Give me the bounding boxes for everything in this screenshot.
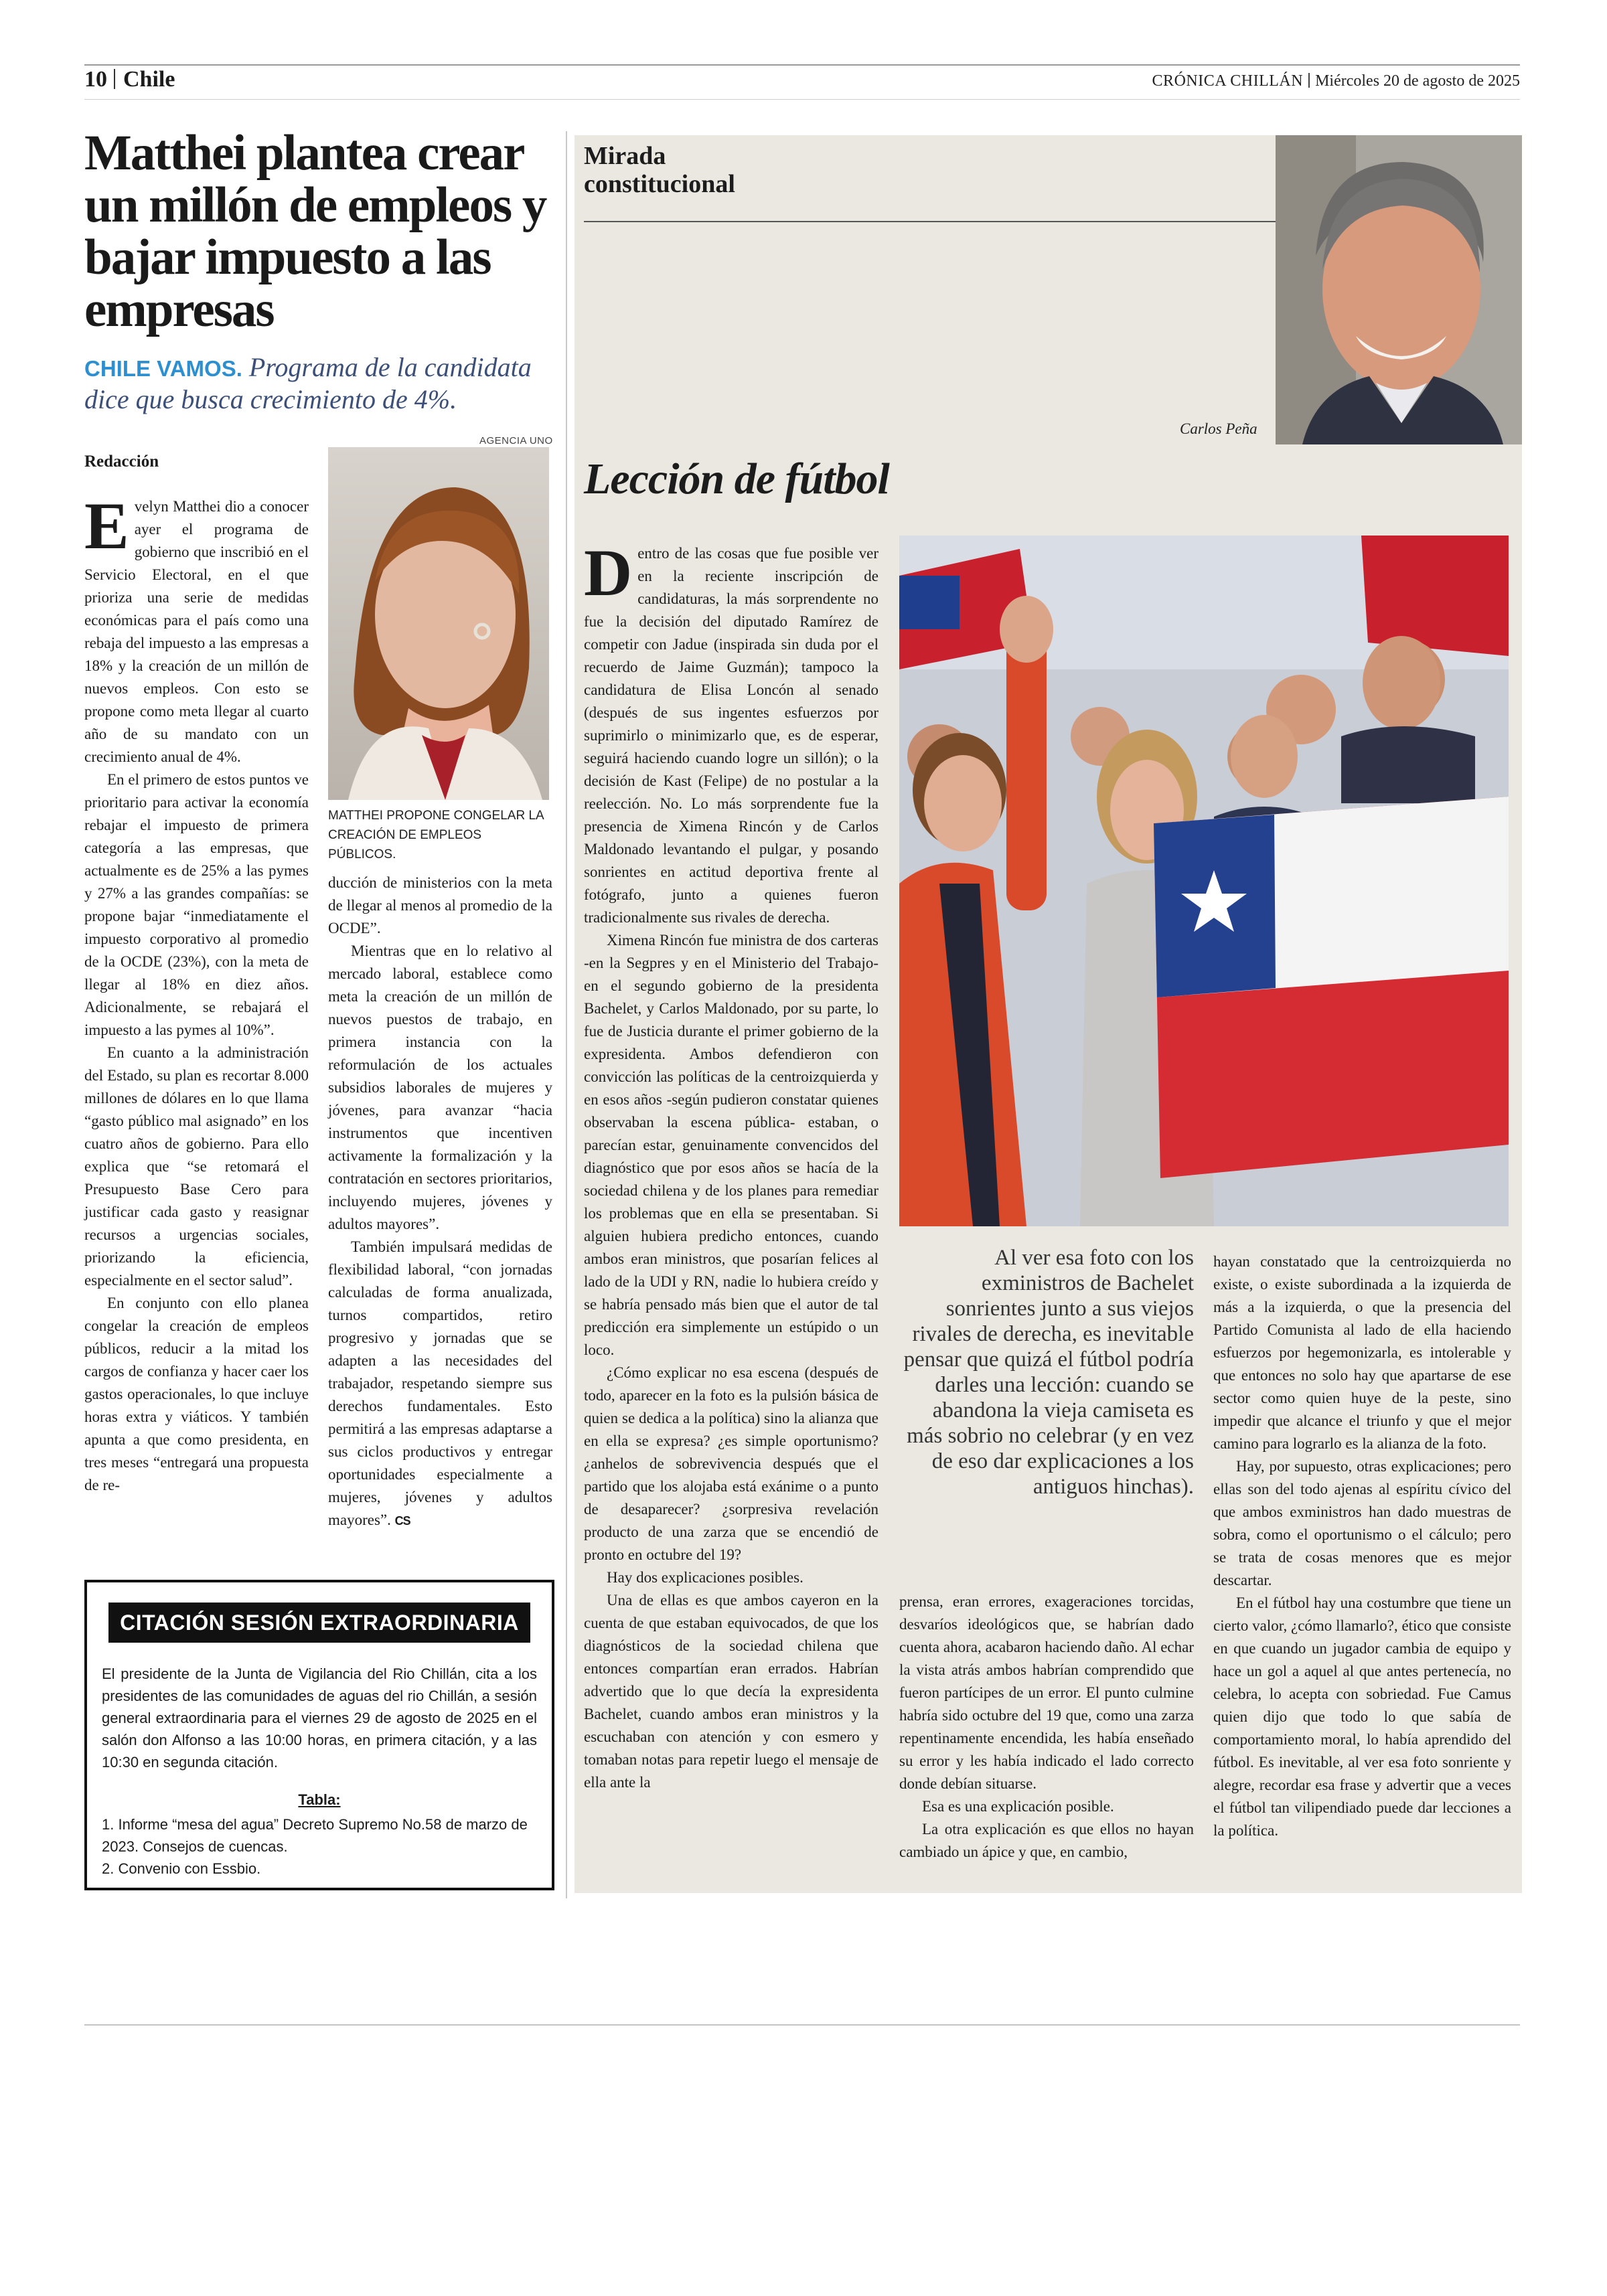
end-mark: CS xyxy=(394,1514,410,1528)
agenda-item: 2. Convenio con Essbio. xyxy=(102,1860,261,1877)
article-column-2 xyxy=(328,872,552,1532)
column-paragraph: Esa es una explicación posible. xyxy=(922,1798,1114,1815)
page-number: 10 xyxy=(84,67,107,92)
article-paragraph: En conjunto con ello planea congelar la creación de empleos públicos, reducir a la mitad los cargos de confianza y hacer caer los gastos operacionales, lo que incluye horas extra y viáticos. Y también apunta a que como presidenta, en tres meses “entregará una propuesta de re- xyxy=(84,1295,309,1493)
column-section-label: Mirada constitucional xyxy=(584,142,735,198)
article-dek xyxy=(84,352,553,415)
column-paragraph xyxy=(584,536,878,929)
column-paragraph: En el fútbol hay una costumbre que tiene un cierto valor, ¿cómo llamarlo?, ético que consiste en que cuando un jugador cambia de equipo y hace un gol a aquel al que antes pertenecía, no celebra, lo acepta con sobriedad. Fue Camus quien dijo que todo lo que sabía de comportamiento moral, lo había aprendido del fútbol. Es inevitable, al ver esa foto sonriente y alegre, recordar esa frase y advertir que a veces el fútbol tan vilipendiado puede dar lecciones a la política. xyxy=(1213,1594,1511,1839)
citation-agenda xyxy=(102,1813,537,1880)
agenda-item: 1. Informe “mesa del agua” Decreto Supremo No.58 de marzo de 2023. Consejos de cuencas. xyxy=(102,1816,528,1855)
column-title: Lección de fútbol xyxy=(584,455,889,503)
paragraph-text: También impulsará medidas de flexibilidad laboral, “con jornadas calculadas de forma anualizada, turnos compartidos, retiro progresivo y jornadas que se adapten a las necesidades del trabajador, respetando siempre sus derechos fundamentales. Esto permitirá a las empresas adaptarse a sus ciclos productivos y entregar oportunidades especialmente a mujeres, jóvenes y adultos mayores”. xyxy=(328,1238,552,1528)
page-header-left xyxy=(84,67,175,92)
author-portrait-illustration xyxy=(1276,135,1522,444)
column-text-3 xyxy=(1213,1250,1511,1842)
article-kicker: CHILE VAMOS. xyxy=(84,356,242,381)
citation-agenda-label: Tabla: xyxy=(298,1791,341,1808)
column-divider xyxy=(566,131,567,1898)
column-paragraph: prensa, eran errores, exageraciones torcidas, desvaríos ideológicos que, se habrían dado cuenta ahora, acabaron haciendo daño. Al echar la vista atrás ambos habrían comprendido que fueron partícipes de un error. El punto culmine habría sido octubre del 19 que, como una zarza repentinamente encendida, les había enseñado su error y les había indicado el lado correcto donde debían situarse. xyxy=(899,1593,1194,1792)
page-header-right xyxy=(1152,72,1520,90)
column-paragraph: hayan constatado que la centroizquierda no existe, o existe subordinada a la izquierda de más a la izquierda, o que la presencia del Partido Comunista al lado de ella haciendo esfuerzos por hegemonizarla, es intolerable y que entonces no solo hay que apartarse de ese sector como quien huye de la peste, sino impedir que alcance el triunfo y que el mejor camino para lograrlo es la alianza de la foto. xyxy=(1213,1253,1511,1452)
pull-quote: Al ver esa foto con los exministros de Bachelet sonrientes junto a sus viejos rivales de derecha, es inevitable pensar que quizá el fútbol podría darles una lección: cuando se abandona la vieja camiseta es más sobrio no celebrar (y en vez de eso dar explicaciones a los antiguos hinchas). xyxy=(903,1246,1194,1499)
top-rule xyxy=(84,64,1520,66)
header-separator xyxy=(114,69,115,89)
matthei-photo xyxy=(328,447,549,800)
article-column-1 xyxy=(84,489,309,1497)
column-paragraph: La otra explicación es que ellos no hayan cambiado un ápice y que, en cambio, xyxy=(899,1821,1194,1860)
dek-text: Programa de la candidata dice que busca crecimiento de 4%. xyxy=(84,352,532,414)
citation-notice-box xyxy=(84,1580,554,1890)
column-paragraph: ¿Cómo explicar no esa escena (después de todo, aparecer en la foto es la pulsión básica de quien se dedica a la política) sino la alianza que en ella se expresa? ¿es simple oportunismo? ¿anhelos de sobrevivencia después que el partido que los alojaba está exánime o a punto de desaparecer? ¿sorpresiva revelación producto de una zarza que se encendió de pronto en octubre del 19? xyxy=(584,1364,878,1563)
byline: Redacción xyxy=(84,453,159,471)
drop-cap: E xyxy=(84,489,129,563)
column-text-1 xyxy=(584,536,878,1794)
section-label: Chile xyxy=(123,67,175,92)
newspaper-name: CRÓNICA CHILLÁN xyxy=(1152,72,1304,90)
article-paragraph: Mientras que en lo relativo al mercado laboral, establece como meta la creación de un millón de nuevos puestos de trabajo, en primera instancia con la reformulación de los actuales subsidios laborales de mujeres y jóvenes, para avanzar “hacia instrumentos que incentiven activamente la formalización y la contratación en sectores prioritarios, incluyendo mujeres, jóvenes y adultos mayores”. xyxy=(328,942,552,1232)
politicians-flag-photo xyxy=(899,536,1509,1226)
photo-caption: MATTHEI PROPONE CONGELAR LA CREACIÓN DE EMPLEOS PÚBLICOS. xyxy=(328,809,544,862)
photo-credit: AGENCIA UNO xyxy=(479,435,553,446)
author-name: Carlos Peña xyxy=(1180,420,1257,437)
citation-text: El presidente de la Junta de Vigilancia del Rio Chillán, cita a los presidentes de las comunidades de aguas del rio Chillán, a sesión general extraordinaria para el viernes 29 de agosto de 2025 en el salón don Alfonso a las 10:00 horas, en primera citación, y a las 10:30 en segunda citación. xyxy=(102,1665,537,1771)
paragraph-text: velyn Matthei dio a conocer ayer el programa de gobierno que inscribió en el Servicio Electoral, en el que prioriza una serie de medidas económicas para el país como una rebaja del impuesto a las empresas a 18% y la creación de un millón de nuevos empleos. Con esto se propone como meta llegar al cuarto año de su mandato con un crecimiento anual de 4%. xyxy=(84,498,309,765)
column-paragraph: Hay dos explicaciones posibles. xyxy=(607,1569,804,1586)
citation-title: CITACIÓN SESIÓN EXTRAORDINARIA xyxy=(108,1603,530,1643)
column-paragraph: Ximena Rincón fue ministra de dos carteras -en la Segpres y en el Ministerio del Trabajo- en el segundo gobierno de la presidenta Bachelet, y Carlos Maldonado, por su parte, lo fue de Justicia durante el primer gobierno de la expresidenta. Ambos defendieron con convicción las políticas de la centroizquierda y en esos años -según pudieron constatar quienes observaban la escena pública- estaban, o parecían estar, genuinamente convencidos del diagnóstico que por esos años se hacía de la sociedad chilena y de los planes para remediar los problemas que en ella se presentaban. Si alguien hubiera predicho entonces, cuando ambos eran ministros, que posarían felices al lado de la UDI y RN, nadie lo hubiera creído y se habría pensado más bien que el autor de tal predicción era simplemente un estúpido o un loco. xyxy=(584,932,878,1358)
column-text-2 xyxy=(899,1590,1194,1864)
article-paragraph xyxy=(328,1236,552,1532)
paragraph-text: entro de las cosas que fue posible ver en la reciente inscripción de candidaturas, la más sorprendente no fue la decisión del diputado Ramírez de competir con Jadue (inspirada sin duda por el recuerdo de Jaime Guzmán); tampoco la candidatura de Elisa Loncón al senado (después de sus ingentes esfuerzos por suprimirlo o minimizarlo que, es de esperar, seguirá haciendo cuando logre un sillón); o la decisión de Kast (Felipe) de no postular a la reelección. No. Lo más sorprendente fue la presencia de Ximena Rincón y de Carlos Maldonado levantando el pulgar, y posando sonrientes en actitud deportiva frente al fotógrafo, junto a quienes fueron tradicionalmente sus rivales de derecha. xyxy=(584,545,878,926)
article-paragraph xyxy=(84,489,309,768)
column-header-rule xyxy=(584,221,1277,222)
matthei-portrait-illustration xyxy=(328,447,549,800)
column-paragraph: Hay, por supuesto, otras explicaciones; pero ellas son del todo ajenas al espíritu cívico del que ambos exministros han dado muestras de sobra, como el oportunismo o el cálculo; pero se trata de cosas menores que es mejor descartar. xyxy=(1213,1458,1511,1588)
article-paragraph: En el primero de estos puntos ve prioritario para activar la economía rebajar el impuesto de primera categoría a las empresas, que actualmente es de 25% a las pymes y 27% a las grandes compañías: se propone bajar “inmediatamente el impuesto corporativo al promedio de la OCDE (23%), con la meta de llegar al 18% en diez años. Adicionalmente, se rebajará el impuesto a las pymes al 10%”. xyxy=(84,771,309,1038)
column-paragraph: Una de ellas es que ambos cayeron en la cuenta de que estaban equivocados, de que los diagnósticos de la sociedad chilena que entonces compartían eran errados. Habrían advertido que lo que decía la expresidenta Bachelet, cuando ambos eran ministros y la escuchaban con atención y con esmero y tomaban notas para repetir luego el mensaje de ella ante la xyxy=(584,1592,878,1791)
header-separator xyxy=(1308,73,1310,88)
drop-cap: D xyxy=(584,536,633,610)
rally-photo-illustration xyxy=(899,536,1509,1226)
issue-date: Miércoles 20 de agosto de 2025 xyxy=(1315,72,1520,90)
footer-rule xyxy=(84,2024,1520,2026)
article-paragraph: En cuanto a la administración del Estado, su plan es recortar 8.000 millones de dólares en lo que llama “gasto público mal asignado” en los cuatro años de gobierno. Para ello explica que “se retomará el Presupuesto Base Cero para justificar cada gasto y reasignar recursos a urgencias sociales, priorizando la eficiencia, especialmente en el sector salud”. xyxy=(84,1044,309,1289)
header-rule xyxy=(84,99,1520,100)
article-paragraph: ducción de ministerios con la meta de llegar al menos al promedio de la OCDE”. xyxy=(328,874,552,936)
author-photo xyxy=(1276,135,1522,444)
article-headline: Matthei plantea crear un millón de empleos y bajar impuesto a las empresas xyxy=(84,125,546,337)
